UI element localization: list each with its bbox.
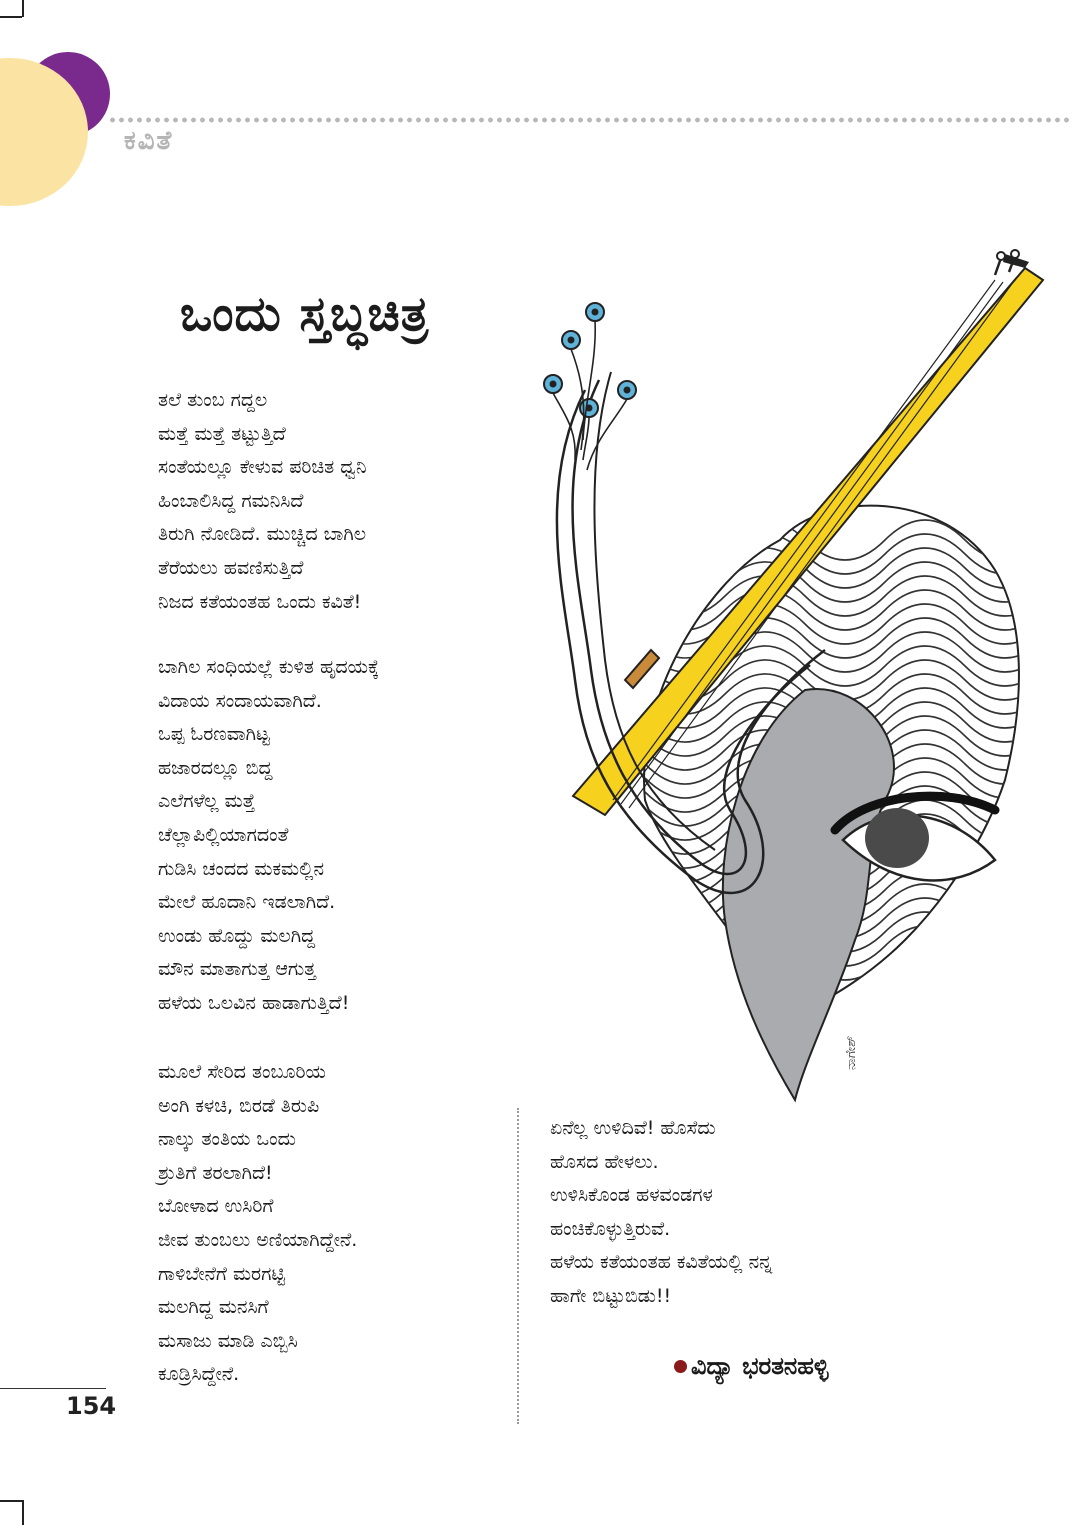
author-name: ವಿದ್ಯಾ ಭರತನಹಳ್ಳಿ (691, 1352, 829, 1380)
poem-line: ಅಂಗಿ ಕಳಚಿ, ಬಿರಡೆ ತಿರುಪಿ (158, 1094, 320, 1117)
poem-line: ತಿರುಗಿ ನೋಡಿದೆ. ಮುಚ್ಚಿದ ಬಾಗಿಲ (158, 523, 367, 546)
poem-line: ಹಳೆಯ ಒಲವಿನ ಹಾಡಾಗುತ್ತಿದೆ! (158, 991, 350, 1014)
artist-signature: ನಾಗೇಶ್ (844, 1035, 859, 1070)
poem-line: ಹಳೆಯ ಕತೆಯಂತಹ ಕವಿತೆಯಲ್ಲಿ ನನ್ನ (550, 1251, 773, 1274)
column-divider (517, 1108, 519, 1424)
stanza-4 (550, 1112, 772, 1314)
crop-mark-top (0, 16, 22, 18)
poem-line: ಬೋಳಾದ ಉಸಿರಿಗೆ (158, 1195, 274, 1218)
poem-line: ಎಲೆಗಳೆಲ್ಲ ಮತ್ತೆ (158, 790, 256, 813)
poem-line: ವಿದಾಯ ಸಂದಾಯವಾಗಿದೆ. (158, 689, 322, 712)
poem-line: ಹಿಂಬಾಲಿಸಿದ್ದ ಗಮನಿಸಿದೆ (158, 489, 304, 512)
poem-line: ಹಂಚಿಕೊಳ್ಳುತ್ತಿರುವೆ. (550, 1217, 671, 1240)
stanza-2 (158, 651, 379, 1021)
tambura-illustration-icon (525, 240, 1065, 1110)
crop-mark-bottom (0, 1500, 22, 1502)
poem-title: ಒಂದು ಸ್ತಬ್ಧಚಿತ್ರ (180, 286, 430, 342)
page-number: 154 (66, 1392, 117, 1420)
poem-line: ಗಾಳಿಬೇನೆಗೆ ಮರಗಟ್ಟಿ (158, 1262, 286, 1285)
poem-line: ನಿಜದ ಕತೆಯಂತಹ ಒಂದು ಕವಿತೆ! (158, 590, 362, 613)
poem-line: ಒಪ್ಪ ಓರಣವಾಗಿಟ್ಟ (158, 723, 270, 746)
author-byline (674, 1352, 829, 1380)
crop-mark-top-vertical (22, 0, 24, 17)
poem-line: ಏನೆಲ್ಲ ಉಳಿದಿವೆ! ಹೊಸೆದು (550, 1117, 716, 1139)
poem-line: ಶ್ರುತಿಗೆ ತರಲಾಗಿದೆ! (158, 1161, 273, 1184)
stanza-1 (158, 384, 367, 619)
poem-line: ಕೂಡ್ರಿಸಿದ್ದೇನೆ. (158, 1363, 240, 1386)
poem-line: ತಲೆ ತುಂಬ ಗದ್ದಲ (158, 389, 268, 411)
poem-line: ಮೌನ ಮಾತಾಗುತ್ತ ಆಗುತ್ತ (158, 958, 316, 981)
poem-line: ಹಾಗೇ ಬಿಟ್ಟುಬಿಡು!! (550, 1284, 672, 1307)
poem-line: ಜೀವ ತುಂಬಲು ಅಣಿಯಾಗಿದ್ದೇನೆ. (158, 1228, 358, 1251)
poem-line: ಮಲಗಿದ್ದ ಮನಸಿಗೆ (158, 1296, 269, 1319)
poem-line: ಹಜಾರದಲ್ಲೂ ಬಿದ್ದ (158, 756, 273, 779)
poem-line: ಗುಡಿಸಿ ಚಂದದ ಮಕಮಲ್ಲಿನ (158, 857, 325, 880)
poem-line: ಹೊಸದ ಹೇಳಲು. (550, 1150, 659, 1173)
poem-line: ಚೆಲ್ಲಾಪಿಲ್ಲಿಯಾಗದಂತೆ (158, 823, 289, 846)
page-number-rule (0, 1388, 106, 1389)
poem-line: ತೆರೆಯಲು ಹವಣಿಸುತ್ತಿದೆ (158, 556, 304, 579)
poem-line: ಉಂಡು ಹೊದ್ದು ಮಲಗಿದ್ದ (158, 924, 316, 947)
bullet-icon (674, 1360, 687, 1373)
poem-line: ಬಾಗಿಲ ಸಂಧಿಯಲ್ಲೆ ಕುಳಿತ ಹೃದಯಕ್ಕೆ (158, 656, 380, 678)
section-label: ಕವಿತೆ (124, 126, 174, 156)
poem-line: ಮತ್ತೆ ಮತ್ತೆ ತಟ್ಟುತ್ತಿದೆ (158, 422, 286, 445)
dotted-header-rule (108, 116, 1072, 124)
poem-line: ಮೂಲೆ ಸೇರಿದ ತಂಬೂರಿಯ (158, 1061, 326, 1083)
poem-line: ಮಸಾಜು ಮಾಡಿ ಎಬ್ಬಿಸಿ (158, 1329, 298, 1352)
poem-line: ಮೇಲೆ ಹೂದಾನಿ ಇಡಲಾಗಿದೆ. (158, 891, 336, 914)
crop-mark-bottom-vertical (22, 1500, 24, 1525)
stanza-3 (158, 1056, 357, 1392)
poem-line: ಉಳಿಸಿಕೊಂಡ ಹಳವಂಡಗಳ (550, 1184, 713, 1207)
poem-line: ಸಂತೆಯಲ್ಲೂ ಕೇಳುವ ಪರಿಚಿತ ಧ್ವನಿ (158, 456, 367, 479)
poem-line: ನಾಲ್ಕು ತಂತಿಯ ಒಂದು (158, 1128, 296, 1151)
